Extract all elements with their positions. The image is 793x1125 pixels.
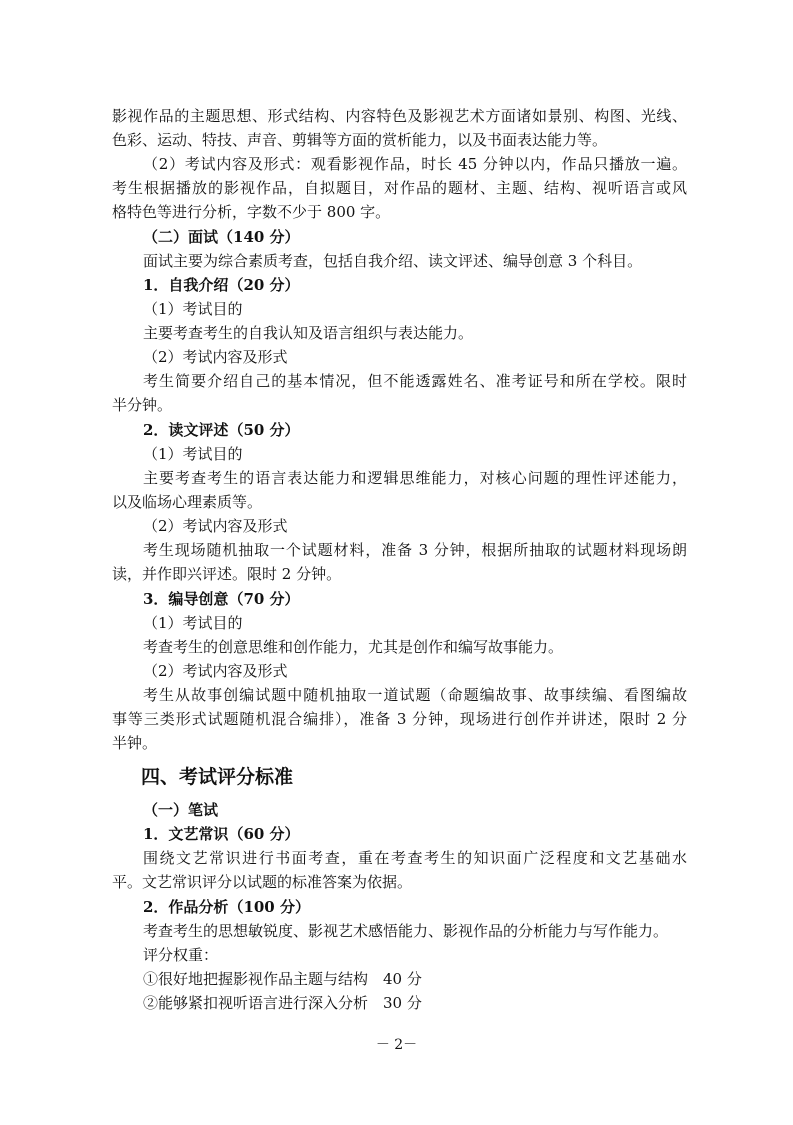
list-item: ①很好地把握影视作品主题与结构 40 分 [143, 970, 422, 988]
paragraph-line: （2）考试内容及形式 [143, 517, 288, 535]
paragraph-line: 主要考查考生的自我认知及语言组织与表达能力。 [143, 324, 474, 342]
paragraph-line: 半钟。 [112, 734, 158, 752]
paragraph-line: 半分钟。 [112, 396, 173, 414]
paragraph-line: 考查考生的创意思维和创作能力，尤其是创作和编写故事能力。 [143, 638, 564, 656]
paragraph-line: 影视作品的主题思想、形式结构、内容特色及影视艺术方面诸如景别、构图、光线、 [112, 107, 687, 125]
section-heading: （二）面试（140 分） [143, 228, 300, 246]
paragraph-line: （2）考试内容及形式 [143, 662, 288, 680]
paragraph-line: 评分权重： [143, 946, 219, 964]
subsection-heading: 1．自我介绍（20 分） [143, 276, 300, 294]
paragraph-line: （2）考试内容及形式 [143, 348, 288, 366]
paragraph-line: 考生从故事创编试题中随机抽取一道试题（命题编故事、故事续编、看图编故 [143, 686, 687, 704]
paragraph-line: 色彩、运动、特技、声音、剪辑等方面的赏析能力，以及书面表达能力等。 [112, 131, 608, 149]
paragraph-line: 主要考查考生的语言表达能力和逻辑思维能力，对核心问题的理性评述能力， [143, 469, 687, 487]
paragraph-line: （2）考试内容及形式：观看影视作品，时长 45 分钟以内，作品只播放一遍。 [143, 155, 687, 173]
paragraph-line: （1）考试目的 [143, 300, 243, 318]
paragraph-line: 事等三类形式试题随机混合编排），准备 3 分钟，现场进行创作并讲述，限时 2 分 [112, 710, 687, 728]
subsection-heading: 3．编导创意（70 分） [143, 590, 300, 608]
section-heading: （一）笔试 [143, 801, 219, 819]
paragraph-line: 考生现场随机抽取一个试题材料，准备 3 分钟，根据所抽取的试题材料现场朗 [143, 541, 687, 559]
page-number: － 2－ [375, 1037, 418, 1053]
paragraph-line: 考生简要介绍自己的基本情况，但不能透露姓名、准考证号和所在学校。限时 [143, 372, 687, 390]
subsection-heading: 2．读文评述（50 分） [143, 421, 300, 439]
paragraph-line: 面试主要为综合素质考查，包括自我介绍、读文评述、编导创意 3 个科目。 [143, 252, 643, 270]
paragraph-line: 平。文艺常识评分以试题的标准答案为依据。 [112, 873, 413, 891]
paragraph-line: 围绕文艺常识进行书面考查，重在考查考生的知识面广泛程度和文艺基础水 [143, 849, 687, 867]
chapter-heading: 四、考试评分标准 [141, 766, 294, 788]
paragraph-line: 考查考生的思想敏锐度、影视艺术感悟能力、影视作品的分析能力与写作能力。 [143, 922, 669, 940]
paragraph-line: 读，并作即兴评述。限时 2 分钟。 [112, 565, 342, 583]
paragraph-line: 考生根据播放的影视作品，自拟题目，对作品的题材、主题、结构、视听语言或风 [112, 179, 687, 197]
paragraph-line: 以及临场心理素质等。 [112, 493, 263, 511]
paragraph-line: （1）考试目的 [143, 614, 243, 632]
subsection-heading: 2．作品分析（100 分） [143, 898, 310, 916]
list-item: ②能够紧扣视听语言进行深入分析 30 分 [143, 994, 422, 1012]
paragraph-line: （1）考试目的 [143, 445, 243, 463]
subsection-heading: 1．文艺常识（60 分） [143, 825, 300, 843]
paragraph-line: 格特色等进行分析，字数不少于 800 字。 [112, 203, 391, 221]
